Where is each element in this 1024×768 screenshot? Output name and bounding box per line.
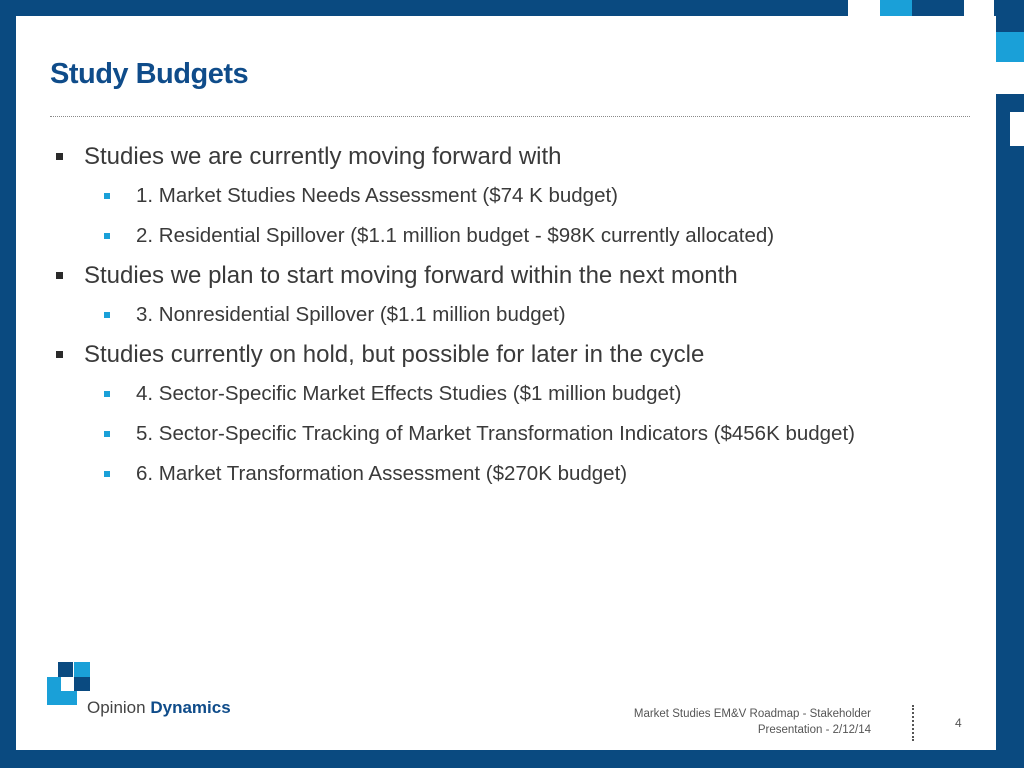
decor-square [964,0,994,16]
logo-square [74,662,90,677]
decor-square [996,32,1024,62]
logo-square [61,691,77,705]
decor-square [912,0,932,16]
sub-bullet-text: 1. Market Studies Needs Assessment ($74 K budget) [136,184,619,207]
sub-bullet-text: 4. Sector-Specific Market Effects Studies ($1 million budget) [136,382,682,405]
sub-bullet-text: 6. Market Transformation Assessment ($270K budget) [136,462,628,485]
square-bullet-icon [56,272,63,279]
logo-square [58,662,73,677]
bullet-item [52,140,932,253]
slide-title: Study Budgets [50,58,249,90]
footer-line-1: Market Studies EM&V Roadmap - Stakeholder [633,708,871,720]
bullet-list [52,140,932,497]
bullet-text: Studies we are currently moving forward with [84,143,562,170]
square-bullet-icon [104,431,110,437]
bullet-item [52,259,932,332]
sub-bullet-item [84,417,932,451]
sub-bullet-item [84,298,932,332]
logo-text-opinion: Opinion [87,698,146,717]
footer-divider [912,705,914,741]
square-bullet-icon [104,391,110,397]
bullet-text: Studies currently on hold, but possible for later in the cycle [84,341,705,368]
title-divider [50,116,970,117]
bullet-item [52,338,932,491]
decor-square [1010,112,1024,146]
decor-square [880,0,912,16]
square-bullet-icon [56,153,63,160]
sub-bullet-list [84,298,932,332]
decor-square [848,0,880,16]
bullet-text: Studies we plan to start moving forward within the next month [84,262,738,289]
logo-text-dynamics: Dynamics [150,698,231,717]
sub-bullet-text: 2. Residential Spillover ($1.1 million budget - $98K currently allocated) [136,224,775,247]
square-bullet-icon [104,193,110,199]
sub-bullet-list [84,377,932,491]
square-bullet-icon [104,233,110,239]
logo-square [74,677,90,691]
footer-presentation-info [571,706,871,738]
sub-bullet-text: 5. Sector-Specific Tracking of Market Transformation Indicators ($456K budget) [136,422,855,445]
decor-square [996,62,1024,94]
square-bullet-icon [104,471,110,477]
square-bullet-icon [56,351,63,358]
sub-bullet-text: 3. Nonresidential Spillover ($1.1 million budget) [136,303,566,326]
sub-bullet-item [84,377,932,411]
logo-wordmark [87,698,231,718]
sub-bullet-list [84,179,932,253]
page-number: 4 [955,716,962,730]
logo-square [47,691,61,705]
sub-bullet-item [84,457,932,491]
logo-square [47,677,61,691]
footer-line-2: Presentation - 2/12/14 [757,724,871,736]
square-bullet-icon [104,312,110,318]
sub-bullet-item [84,179,932,213]
sub-bullet-item [84,219,932,253]
